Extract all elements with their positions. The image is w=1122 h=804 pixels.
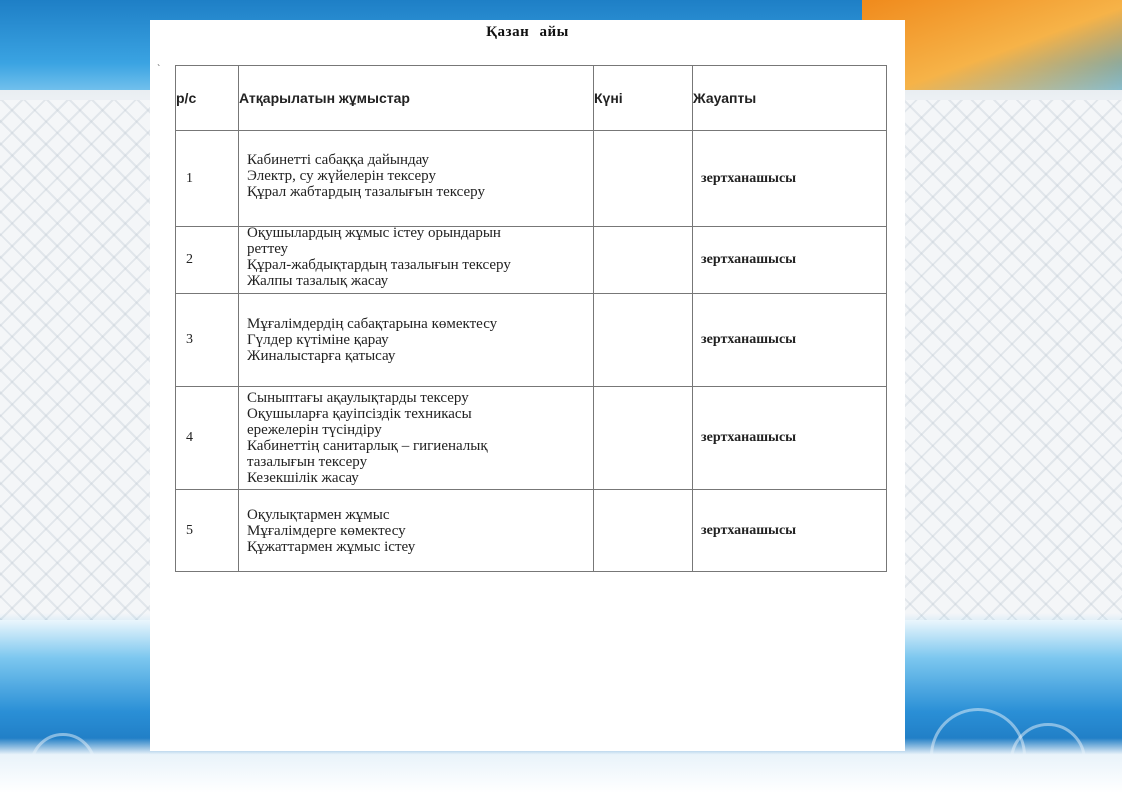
right-ornament-panel — [902, 100, 1122, 620]
row-responsible: зертханашысы — [693, 131, 887, 227]
header-responsible: Жауапты — [693, 66, 887, 131]
header-date: Күні — [594, 66, 693, 131]
document-title: Қазан айы — [486, 24, 569, 40]
task-line: тазалығын тексеру — [247, 454, 368, 470]
table-row — [176, 227, 887, 294]
header-number: р/с — [176, 66, 239, 131]
row-number: 3 — [176, 294, 239, 387]
task-line: Кезекшілік жасау — [247, 470, 359, 486]
row-responsible: зертханашысы — [693, 387, 887, 490]
row-date — [594, 227, 693, 294]
task-line: Электр, су жүйелерін тексеру — [247, 167, 436, 184]
task-line: Кабинеттің санитарлық – гигиеналық — [247, 438, 488, 454]
task-line: Оқушыларға қауіпсіздік техникасы — [247, 406, 472, 422]
row-tasks — [239, 490, 594, 572]
table-row — [176, 294, 887, 387]
task-line: Құрал жабтардың тазалығын тексеру — [247, 183, 485, 200]
task-line: Құжаттармен жұмыс істеу — [247, 538, 416, 555]
row-date — [594, 131, 693, 227]
row-tasks — [239, 131, 594, 227]
row-date — [594, 387, 693, 490]
left-ornament-panel — [0, 100, 160, 620]
row-responsible: зертханашысы — [693, 294, 887, 387]
header-tasks: Атқарылатын жұмыстар — [239, 66, 594, 131]
row-responsible: зертханашысы — [693, 227, 887, 294]
table-header-row — [176, 66, 887, 131]
document-page — [150, 20, 905, 751]
task-line: Құрал-жабдықтардың тазалығын тексеру — [247, 257, 511, 273]
row-tasks — [239, 227, 594, 294]
row-tasks — [239, 387, 594, 490]
row-date — [594, 490, 693, 572]
row-date — [594, 294, 693, 387]
table-row — [176, 490, 887, 572]
task-line: Мұғалімдердің сабақтарына көмектесу — [247, 316, 498, 332]
task-line: реттеу — [247, 241, 289, 257]
work-plan-table — [175, 65, 887, 572]
table-row — [176, 387, 887, 490]
task-line: Оқулықтармен жұмыс — [247, 506, 390, 523]
row-number: 2 — [176, 227, 239, 294]
task-line: Сыныптағы ақаулықтарды тексеру — [247, 390, 469, 406]
table-row — [176, 131, 887, 227]
task-line: ережелерін түсіндіру — [247, 422, 382, 438]
task-line: Гүлдер күтіміне қарау — [247, 332, 389, 348]
task-line: Мұғалімдерге көмектесу — [247, 522, 406, 539]
task-line: Жалпы тазалық жасау — [247, 273, 389, 289]
scan-mark: ` — [157, 64, 161, 75]
task-line: Жиналыстарға қатысау — [247, 348, 396, 364]
task-line: Кабинетті сабаққа дайындау — [247, 151, 430, 168]
row-number: 1 — [176, 131, 239, 227]
row-number: 4 — [176, 387, 239, 490]
row-responsible: зертханашысы — [693, 490, 887, 572]
task-line: Оқушылардың жұмыс істеу орындарын — [247, 225, 501, 241]
row-tasks — [239, 294, 594, 387]
row-number: 5 — [176, 490, 239, 572]
